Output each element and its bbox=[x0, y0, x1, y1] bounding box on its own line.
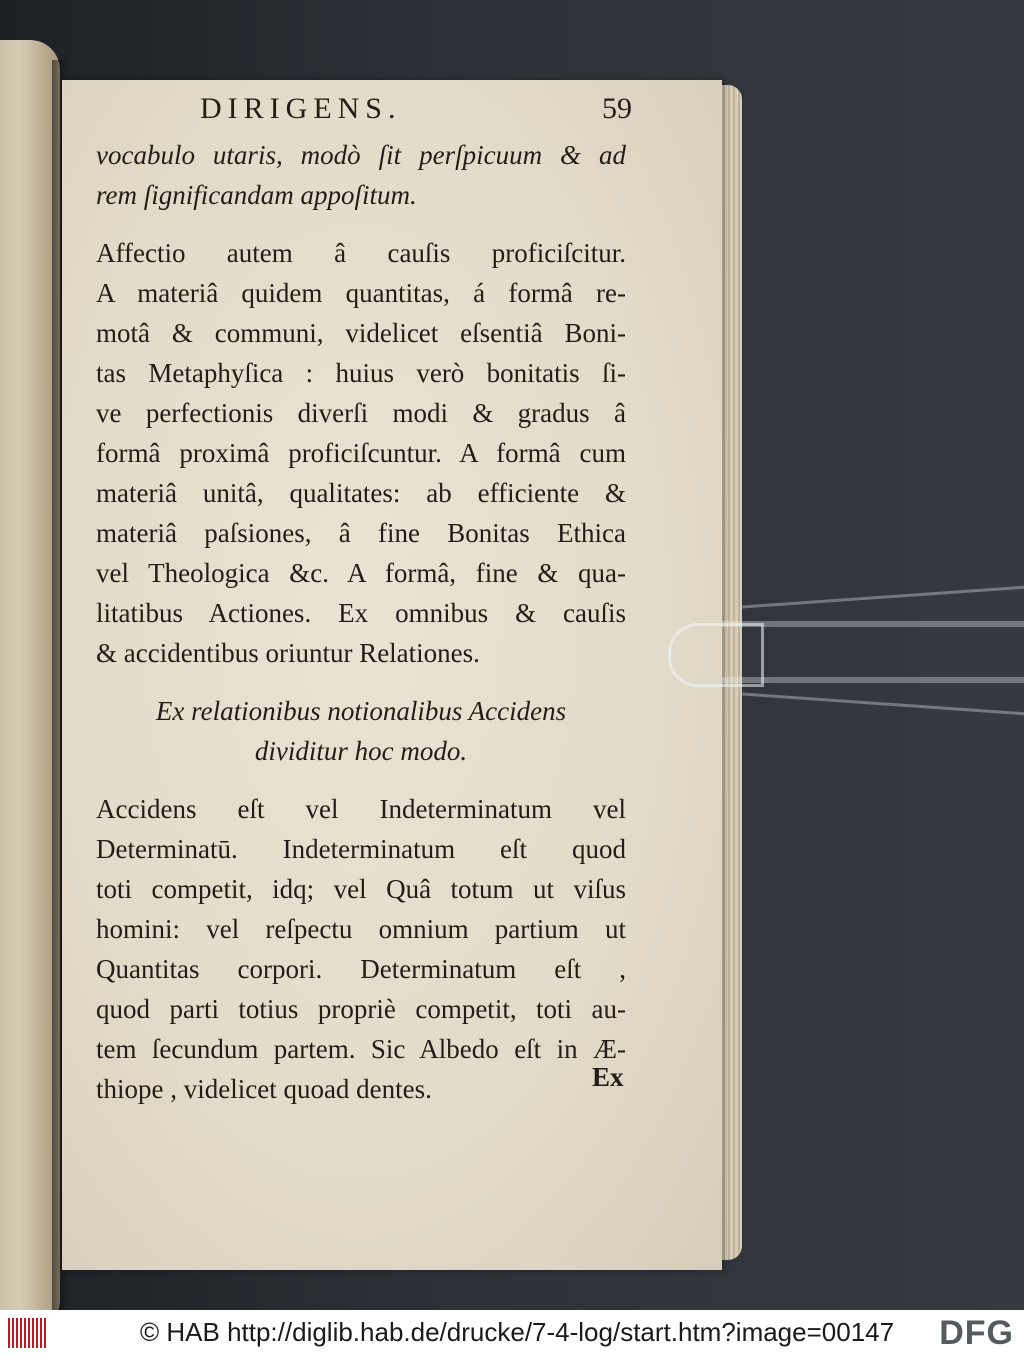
dfg-logo: DFG bbox=[939, 1314, 1014, 1352]
glass-clip bbox=[662, 585, 1024, 715]
copyright-link[interactable]: © HAB http://diglib.hab.de/drucke/7-4-log/start.htm?image=00147 bbox=[140, 1317, 895, 1347]
paragraph-gap bbox=[96, 771, 626, 789]
text-line: Ex relationibus notionalibus Accidens bbox=[155, 696, 567, 726]
text-line: vocabulo utaris, modò ſit perſpicuum & ad bbox=[96, 140, 626, 170]
text-line: formâ proximâ proficiſcuntur. A formâ cum bbox=[96, 438, 626, 468]
text-line: Quantitas corpori. Determinatum eſt , bbox=[96, 954, 626, 984]
text-line: quod parti totius propriè competit, toti au- bbox=[96, 994, 626, 1024]
footer-bar bbox=[0, 1310, 1024, 1356]
text-line: homini: vel reſpectu omnium partium ut bbox=[96, 914, 626, 944]
text-line: vel Theologica &c. A formâ, fine & qua- bbox=[96, 558, 626, 588]
text-line: litatibus Actiones. Ex omnibus & cauſis bbox=[96, 598, 626, 628]
text-line: Accidens eſt vel Indeterminatum vel bbox=[96, 794, 626, 824]
paragraph-gap bbox=[96, 215, 626, 233]
catchword: Ex bbox=[592, 1062, 624, 1092]
text-line: thiope , videlicet quoad dentes. bbox=[96, 1074, 432, 1104]
page-number: 59 bbox=[602, 92, 632, 125]
text-line: dividitur hoc modo. bbox=[254, 736, 468, 766]
text-line: materiâ unitâ, qualitates: ab efficiente & bbox=[96, 478, 626, 508]
text-line: rem ſignificandam appoſitum. bbox=[96, 180, 417, 210]
text-line: A materiâ quidem quantitas, á formâ re- bbox=[96, 278, 626, 308]
text-line: motâ & communi, videlicet eſsentiâ Boni- bbox=[96, 318, 626, 348]
text-line: Determinatū. Indeterminatum eſt quod bbox=[96, 834, 626, 864]
text-line: tem ſecundum partem. Sic Albedo eſt in Æ- bbox=[96, 1034, 626, 1064]
running-head: DIRIGENS. bbox=[200, 92, 402, 125]
text-line: ve perfectionis diverſi modi & gradus â bbox=[96, 398, 626, 428]
page-header bbox=[140, 92, 632, 128]
barcode-logo-icon bbox=[8, 1318, 46, 1348]
text-line: Affectio autem â cauſis proficiſcitur. bbox=[96, 238, 626, 268]
left-page-edge bbox=[0, 40, 60, 1310]
text-line: materiâ paſsiones, â fine Bonitas Ethica bbox=[96, 518, 626, 548]
paragraph-gap bbox=[96, 673, 626, 691]
text-line: toti competit, idq; vel Quâ totum ut viſus bbox=[96, 874, 626, 904]
text-line: & accidentibus oriuntur Relationes. bbox=[96, 638, 480, 668]
body-text bbox=[96, 135, 626, 1109]
text-line: tas Metaphyſica : huius verò bonitatis ſi- bbox=[96, 358, 626, 388]
